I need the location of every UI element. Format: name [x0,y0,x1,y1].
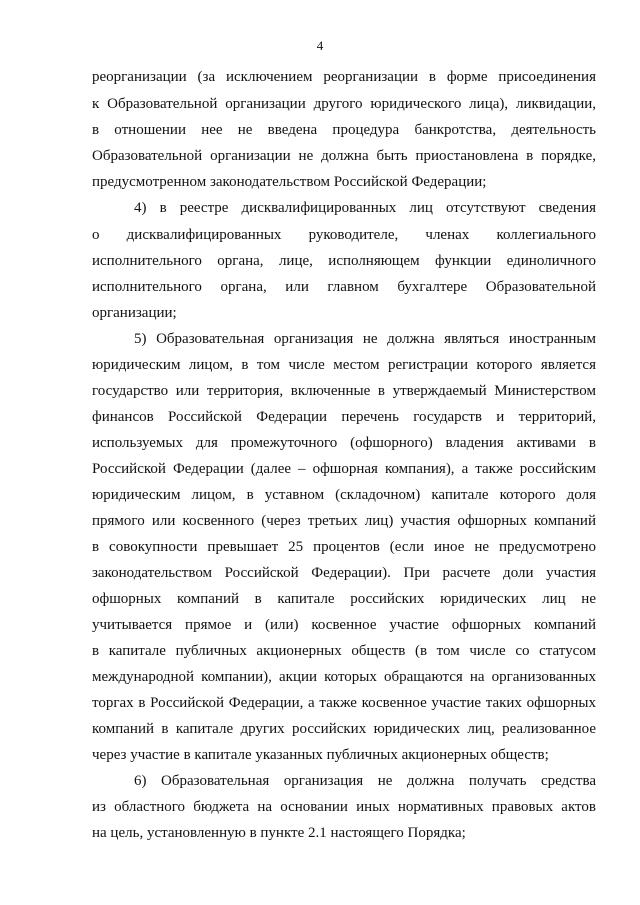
page-number: 4 [316,38,324,53]
text-line: прямого или косвенного (через третьих лиц) участия офшорных компаний [92,513,596,529]
text-line: исполнительного органа, лице, исполняющем функции единоличного [92,253,596,269]
text-line: Российской Федерации (далее – офшорная компания), а также российским [92,461,596,477]
text-line: исполнительного органа, или главном бухгалтере Образовательной [92,279,596,295]
text-line: международной компании), акции которых обращаются на организованных [92,669,596,685]
text-line: в капитале публичных акционерных обществ (в том числе со статусом [92,643,596,659]
text-line: на цель, установленную в пункте 2.1 настоящего Порядка; [92,825,466,841]
text-line: в отношении нее не введена процедура банкротства, деятельность [92,122,596,138]
text-line: юридическим лицом, в том числе местом регистрации которого является [92,357,596,373]
text-line: из областного бюджета на основании иных нормативных правовых актов [92,799,596,815]
text-line: в совокупности превышает 25 процентов (если иное не предусмотрено [92,539,596,555]
text-line: финансов Российской Федерации перечень государств и территорий, [92,409,596,425]
text-line: 4) в реестре дисквалифицированных лиц отсутствуют сведения [134,200,596,216]
text-line: 6) Образовательная организация не должна получать средства [134,773,596,789]
text-line: организации; [92,305,177,321]
text-line: офшорных компаний в капитале российских юридических лиц не [92,591,596,607]
text-line: Образовательной организации не должна быть приостановлена в порядке, [92,148,596,164]
text-line: реорганизации (за исключением реорганизации в форме присоединения [92,69,596,85]
text-line: учитывается прямое и (или) косвенное участие офшорных компаний [92,617,596,633]
text-line: к Образовательной организации другого юридического лица), ликвидации, [92,96,596,112]
text-line: законодательством Российской Федерации). При расчете доли участия [92,565,596,581]
text-line: компаний в капитале других российских юридических лиц, реализованное [92,721,596,737]
text-line: юридическим лицом, в уставном (складочном) капитале которого доля [92,487,596,503]
text-line: торгах в Российской Федерации, а также косвенное участие таких офшорных [92,695,596,711]
text-line: предусмотренном законодательством Российской Федерации; [92,174,487,190]
text-line: государство или территория, включенные в утверждаемый Министерством [92,383,596,399]
text-line: о дисквалифицированных руководителе, членах коллегиального [92,227,596,243]
text-line: используемых для промежуточного (офшорного) владения активами в [92,435,596,451]
text-line: через участие в капитале указанных публичных акционерных обществ; [92,747,549,763]
text-line: 5) Образовательная организация не должна являться иностранным [134,331,596,347]
